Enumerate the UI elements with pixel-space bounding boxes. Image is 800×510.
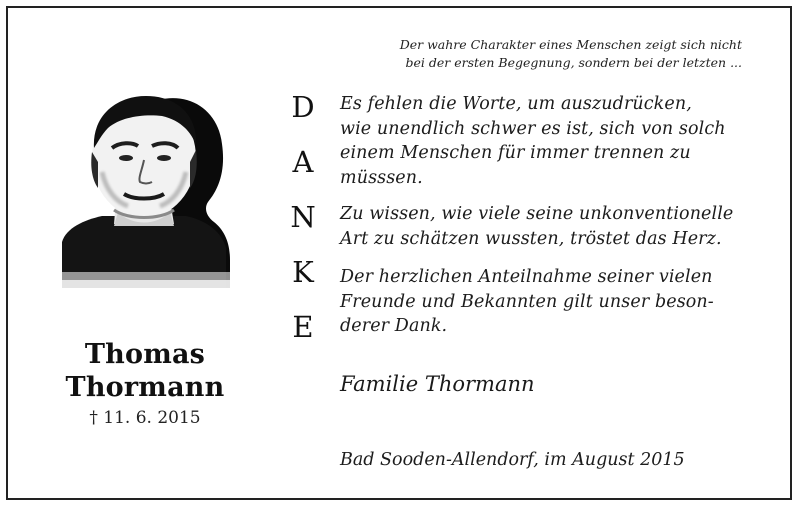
portrait-illustration xyxy=(58,92,232,288)
text-line: derer Dank. xyxy=(340,316,448,336)
danke-letter-n: N xyxy=(290,200,316,234)
family-signature: Familie Thormann xyxy=(340,372,535,396)
motto-quote xyxy=(368,36,742,72)
text-line: wie unendlich schwer es ist, sich von solch xyxy=(340,118,726,139)
danke-letter-k: K xyxy=(292,255,314,289)
text-line: Art zu schätzen wussten, tröstet das Herz. xyxy=(340,228,722,249)
last-name: Thormann xyxy=(65,372,225,403)
deceased-name xyxy=(40,338,250,404)
motto-line: Der wahre Charakter eines Menschen zeigt sich nicht xyxy=(399,37,742,52)
text-line: einem Menschen für immer trennen zu xyxy=(340,143,691,163)
text-line: Freunde und Bekannten gilt unser beson- xyxy=(340,291,714,312)
place-and-date: Bad Sooden-Allendorf, im August 2015 xyxy=(340,450,685,470)
paragraph-comfort xyxy=(340,202,746,251)
death-date: † 11. 6. 2015 xyxy=(89,408,201,428)
portrait-photo xyxy=(58,92,232,288)
danke-letter-e: E xyxy=(292,310,314,344)
paragraph-thanks xyxy=(340,265,746,339)
motto-line: bei der ersten Begegnung, sondern bei der letzten ... xyxy=(405,55,742,70)
text-line: Der herzlichen Anteilnahme seiner vielen xyxy=(340,267,713,287)
text-line: Es fehlen die Worte, um auszudrücken, xyxy=(340,94,692,114)
text-line: Zu wissen, wie viele seine unkonventionelle xyxy=(340,204,734,224)
danke-letter-d: D xyxy=(291,90,315,124)
text-line: müsssen. xyxy=(340,167,423,188)
paragraph-words xyxy=(340,92,746,190)
first-name: Thomas xyxy=(84,339,206,370)
danke-letter-a: A xyxy=(292,145,314,179)
